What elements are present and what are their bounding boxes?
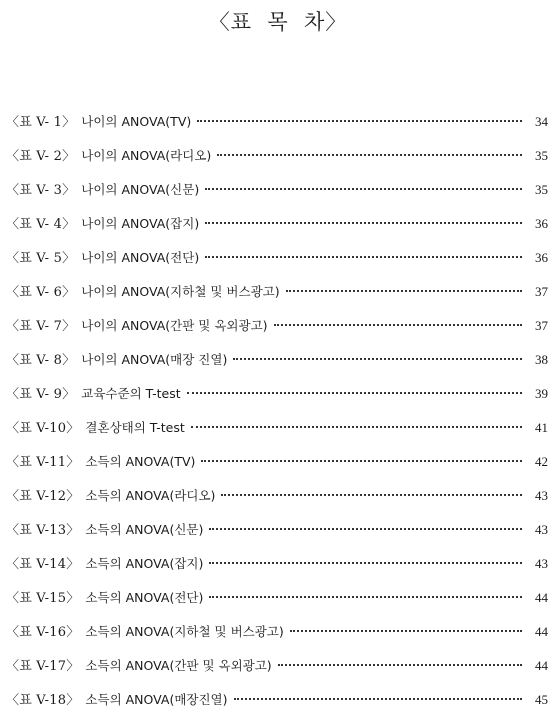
toc-entry-label: 〈표 V-17〉: [6, 659, 80, 674]
toc-entry-title: 소득의 ANOVA(전단): [85, 590, 204, 605]
toc-entry-title: 나이의 ANOVA(신문): [81, 182, 200, 197]
toc-entry-label: 〈표 V- 4〉: [6, 217, 76, 232]
toc-entry-label: 〈표 V-16〉: [6, 625, 80, 640]
toc-entry: [6, 315, 548, 349]
toc-entry-title: 결혼상태의 T-test: [85, 420, 185, 435]
toc-entry: [6, 451, 548, 485]
toc-entry-title: 소득의 ANOVA(신문): [85, 522, 204, 537]
toc-entry-page-number: 35: [535, 148, 548, 163]
toc-entry-label: 〈표 V-15〉: [6, 591, 80, 606]
toc-entry-page-number: 44: [535, 658, 548, 673]
toc-entry: [6, 179, 548, 213]
dot-leader: [205, 256, 522, 258]
toc-entry-label: 〈표 V- 3〉: [6, 183, 76, 198]
dot-leader: [205, 188, 522, 190]
toc-entry-page-number: 41: [535, 420, 548, 435]
toc-entry: [6, 417, 548, 451]
toc-entry-label: 〈표 V- 1〉: [6, 115, 76, 130]
toc-entry-page-number: 38: [535, 352, 548, 367]
toc-entry-label: 〈표 V-10〉: [6, 421, 80, 436]
toc-entry-page-number: 43: [535, 488, 548, 503]
dot-leader: [205, 222, 522, 224]
toc-entry-title: 소득의 ANOVA(간판 및 옥외광고): [85, 658, 272, 673]
toc-entry: [6, 213, 548, 247]
toc-entry-page-number: 34: [535, 114, 548, 129]
toc-entry: [6, 553, 548, 587]
dot-leader: [233, 358, 522, 360]
dot-leader: [209, 596, 522, 598]
toc-entry-page-number: 43: [535, 522, 548, 537]
toc-entry-title: 나이의 ANOVA(라디오): [81, 148, 212, 163]
toc-entry: [6, 349, 548, 383]
toc-entry-label: 〈표 V-14〉: [6, 557, 80, 572]
toc-entry-page-number: 36: [535, 216, 548, 231]
toc-entry: [6, 383, 548, 417]
dot-leader: [217, 154, 522, 156]
toc-entry: [6, 485, 548, 519]
dot-leader: [278, 664, 522, 666]
dot-leader: [274, 324, 522, 326]
toc-entry-title: 소득의 ANOVA(매장진열): [85, 692, 228, 707]
toc-entry-label: 〈표 V- 9〉: [6, 387, 76, 402]
toc-entry-page-number: 45: [535, 692, 548, 707]
toc-entry-title: 소득의 ANOVA(라디오): [85, 488, 216, 503]
toc-entry-page-number: 43: [535, 556, 548, 571]
toc-entry-title: 나이의 ANOVA(매장 진열): [81, 352, 228, 367]
toc-entry-title: 교육수준의 T-test: [81, 386, 181, 401]
dot-leader: [286, 290, 522, 292]
toc-entry-page-number: 44: [535, 624, 548, 639]
toc-entry-label: 〈표 V-12〉: [6, 489, 80, 504]
toc-entry-label: 〈표 V- 2〉: [6, 149, 76, 164]
toc-entry-page-number: 36: [535, 250, 548, 265]
toc-entry-title: 나이의 ANOVA(TV): [81, 114, 192, 129]
dot-leader: [187, 392, 522, 394]
dot-leader: [209, 562, 522, 564]
dot-leader: [191, 426, 522, 428]
toc-entry-page-number: 37: [535, 318, 548, 333]
toc-entry-title: 나이의 ANOVA(간판 및 옥외광고): [81, 318, 268, 333]
toc-entry: [6, 655, 548, 689]
toc-entry-label: 〈표 V- 5〉: [6, 251, 76, 266]
toc-entry-page-number: 35: [535, 182, 548, 197]
toc-entry: [6, 247, 548, 281]
dot-leader: [209, 528, 522, 530]
dot-leader: [197, 120, 522, 122]
toc-entry: [6, 519, 548, 553]
toc-entry-label: 〈표 V- 6〉: [6, 285, 76, 300]
toc-entry-label: 〈표 V-11〉: [6, 455, 80, 470]
toc-entry-label: 〈표 V- 8〉: [6, 353, 76, 368]
toc-entry-label: 〈표 V- 7〉: [6, 319, 76, 334]
dot-leader: [234, 698, 523, 700]
dot-leader: [290, 630, 522, 632]
dot-leader: [221, 494, 522, 496]
toc-entry-page-number: 39: [535, 386, 548, 401]
page-title: 〈표 목 차〉: [208, 10, 348, 34]
toc-entry: [6, 689, 548, 723]
toc-entry-label: 〈표 V-18〉: [6, 693, 80, 708]
toc-entry-page-number: 37: [535, 284, 548, 299]
toc-entry-page-number: 42: [535, 454, 548, 469]
toc-entry: [6, 281, 548, 315]
dot-leader: [201, 460, 522, 462]
toc-entry-title: 나이의 ANOVA(지하철 및 버스광고): [81, 284, 280, 299]
toc-entry-title: 나이의 ANOVA(전단): [81, 250, 200, 265]
toc-entry-label: 〈표 V-13〉: [6, 523, 80, 538]
toc-entry-title: 소득의 ANOVA(지하철 및 버스광고): [85, 624, 284, 639]
toc-entry: [6, 621, 548, 655]
toc-entry: [6, 587, 548, 621]
toc-entry-title: 소득의 ANOVA(잡지): [85, 556, 204, 571]
toc-entry: [6, 145, 548, 179]
toc-entry: [6, 111, 548, 145]
toc-entry-title: 나이의 ANOVA(잡지): [81, 216, 200, 231]
toc-entry-title: 소득의 ANOVA(TV): [85, 454, 196, 469]
table-of-contents: [6, 111, 548, 723]
toc-entry-page-number: 44: [535, 590, 548, 605]
